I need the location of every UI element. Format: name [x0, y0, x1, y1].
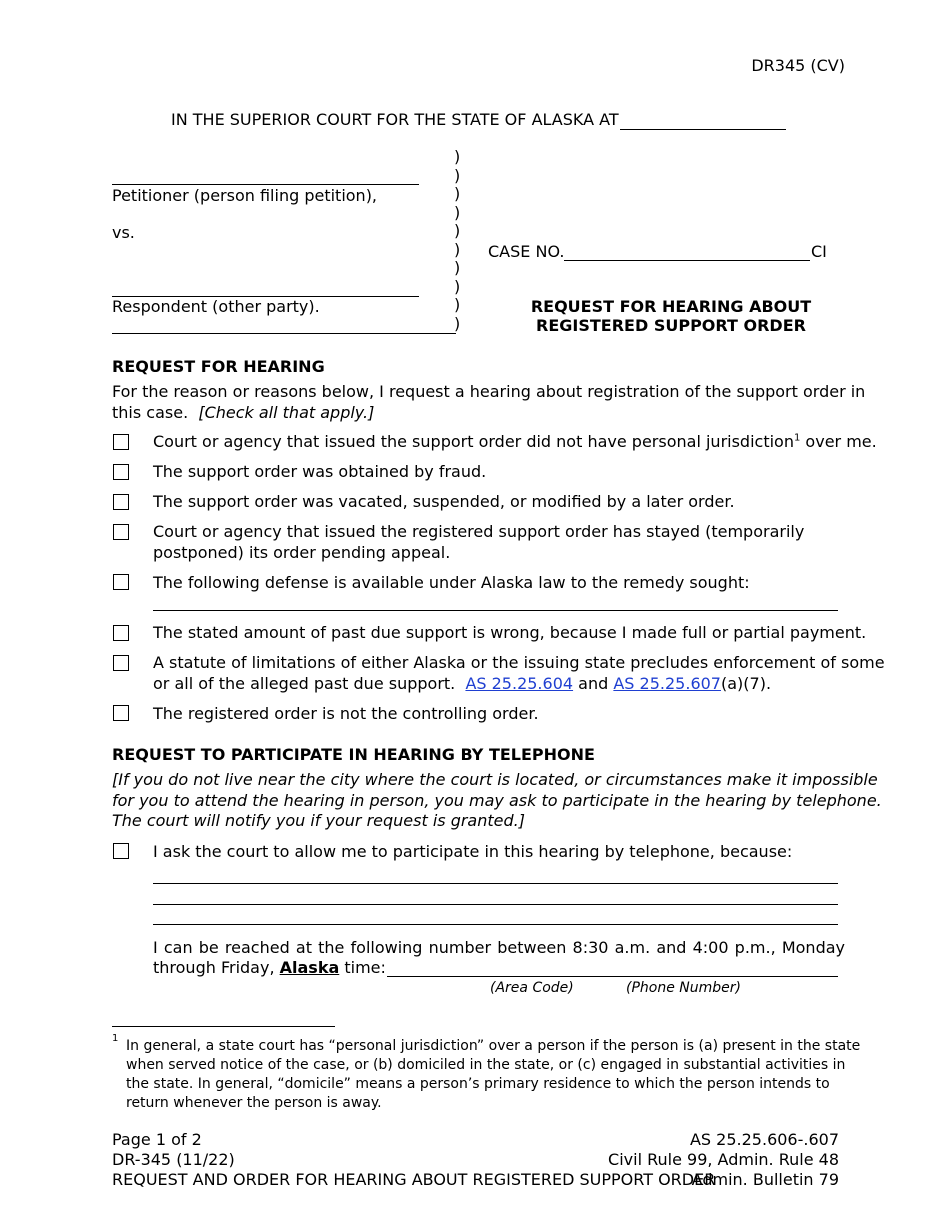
checkbox-controlling[interactable]	[113, 705, 129, 721]
alaska-emphasis: Alaska	[279, 958, 340, 977]
reason-stayed-line2: postponed) its order pending appeal.	[153, 543, 451, 562]
doc-title-line2: REGISTERED SUPPORT ORDER	[536, 316, 806, 335]
petitioner-label: Petitioner (person filing petition),	[112, 186, 378, 205]
case-number-line[interactable]	[564, 260, 810, 261]
reason-controlling: The registered order is not the controlling order.	[153, 704, 539, 723]
respondent-label: Respondent (other party).	[112, 297, 320, 316]
reason-line-1[interactable]	[153, 883, 838, 884]
footer-statute: AS 25.25.606-.607	[689, 1130, 839, 1149]
footnote-ref: 1	[793, 432, 801, 444]
reach-line1: I can be reached at the following number between 8:30 a.m. and 4:00 p.m., Monday	[153, 938, 845, 957]
form-code: DR345 (CV)	[751, 56, 845, 75]
checkbox-fraud[interactable]	[113, 464, 129, 480]
reason-line-2[interactable]	[153, 904, 838, 905]
reason-no-jurisdiction: Court or agency that issued the support order did not have personal jurisdiction$^1$ over me.	[153, 432, 877, 451]
telephone-note-line2: for you to attend the hearing in person, you may ask to participate in the hearing by telephone.	[112, 791, 882, 810]
court-location-line[interactable]	[620, 129, 786, 130]
footnote-number: 1	[112, 1033, 119, 1044]
reason-vacated: The support order was vacated, suspended, or modified by a later order.	[153, 492, 735, 511]
checkbox-stayed[interactable]	[113, 524, 129, 540]
footer-page: Page 1 of 2	[112, 1130, 202, 1149]
telephone-note-line1: [If you do not live near the city where the court is located, or circumstances make it impossible	[112, 770, 878, 789]
reason-stayed-line1: Court or agency that issued the registered support order has stayed (temporarily	[153, 522, 805, 541]
court-heading: IN THE SUPERIOR COURT FOR THE STATE OF ALASKA AT	[171, 110, 619, 129]
checkbox-defense[interactable]	[113, 574, 129, 590]
caption-bottom-line	[112, 333, 456, 334]
footer-form-title: REQUEST AND ORDER FOR HEARING ABOUT REGISTERED SUPPORT ORDER	[112, 1170, 716, 1189]
telephone-note-line3: The court will notify you if your request is granted.]	[112, 811, 525, 830]
case-suffix: CI	[811, 242, 827, 261]
intro-line2: this case. [Check all that apply.]	[112, 403, 375, 422]
telephone-ask: I ask the court to allow me to participate in this hearing by telephone, because:	[153, 842, 793, 861]
reason-fraud: The support order was obtained by fraud.	[153, 462, 487, 481]
telephone-heading: REQUEST TO PARTICIPATE IN HEARING BY TELEPHONE	[112, 745, 595, 764]
reason-limitations-line1: A statute of limitations of either Alaska or the issuing state precludes enforcement of some	[153, 653, 885, 672]
caption-paren-column: ) ) ) ) ) ) ) ) ) )	[454, 147, 461, 333]
phone-number-label: (Phone Number)	[626, 980, 741, 996]
footnote-separator	[112, 1026, 335, 1027]
footnote-line3: the state. In general, “domicile” means a person’s primary residence to which the person intends to	[126, 1076, 830, 1092]
footer-form-number: DR-345 (11/22)	[112, 1150, 235, 1169]
doc-title-line1: REQUEST FOR HEARING ABOUT	[530, 297, 812, 316]
vs-label: vs.	[112, 223, 135, 242]
checkbox-limitations[interactable]	[113, 655, 129, 671]
case-no-label: CASE NO.	[488, 242, 565, 261]
area-code-label: (Area Code)	[490, 980, 574, 996]
phone-number-line[interactable]	[387, 976, 838, 977]
reason-defense: The following defense is available under Alaska law to the remedy sought:	[153, 573, 750, 592]
checkbox-telephone[interactable]	[113, 843, 129, 859]
checkbox-vacated[interactable]	[113, 494, 129, 510]
request-hearing-heading: REQUEST FOR HEARING	[112, 357, 325, 376]
footer-bulletin: Admin. Bulletin 79	[691, 1170, 839, 1189]
reason-line-3[interactable]	[153, 924, 838, 925]
link-as-25-25-604[interactable]: AS 25.25.604	[465, 674, 574, 693]
petitioner-name-line[interactable]	[112, 184, 419, 185]
reason-payment: The stated amount of past due support is wrong, because I made full or partial payment.	[153, 623, 867, 642]
reach-line2: through Friday, Alaska time:	[153, 958, 386, 977]
footnote-line1: In general, a state court has “personal jurisdiction” over a person if the person is (a) present in the state	[126, 1038, 861, 1054]
link-as-25-25-607[interactable]: AS 25.25.607	[613, 674, 721, 693]
footnote-line4: return whenever the person is away.	[126, 1095, 382, 1111]
checkbox-payment[interactable]	[113, 625, 129, 641]
checkbox-no-jurisdiction[interactable]	[113, 434, 129, 450]
defense-line[interactable]	[153, 610, 838, 611]
footnote-line2: when served notice of the case, or (b) domiciled in the state, or (c) engaged in substantial activities in	[126, 1057, 846, 1073]
footer-rules: Civil Rule 99, Admin. Rule 48	[608, 1150, 839, 1169]
reason-limitations-line2: or all of the alleged past due support. AS 25.25.604 and AS 25.25.607(a)(7).	[153, 674, 772, 693]
intro-line1: For the reason or reasons below, I request a hearing about registration of the support order in	[112, 382, 866, 401]
check-instruction: [Check all that apply.]	[198, 403, 375, 422]
